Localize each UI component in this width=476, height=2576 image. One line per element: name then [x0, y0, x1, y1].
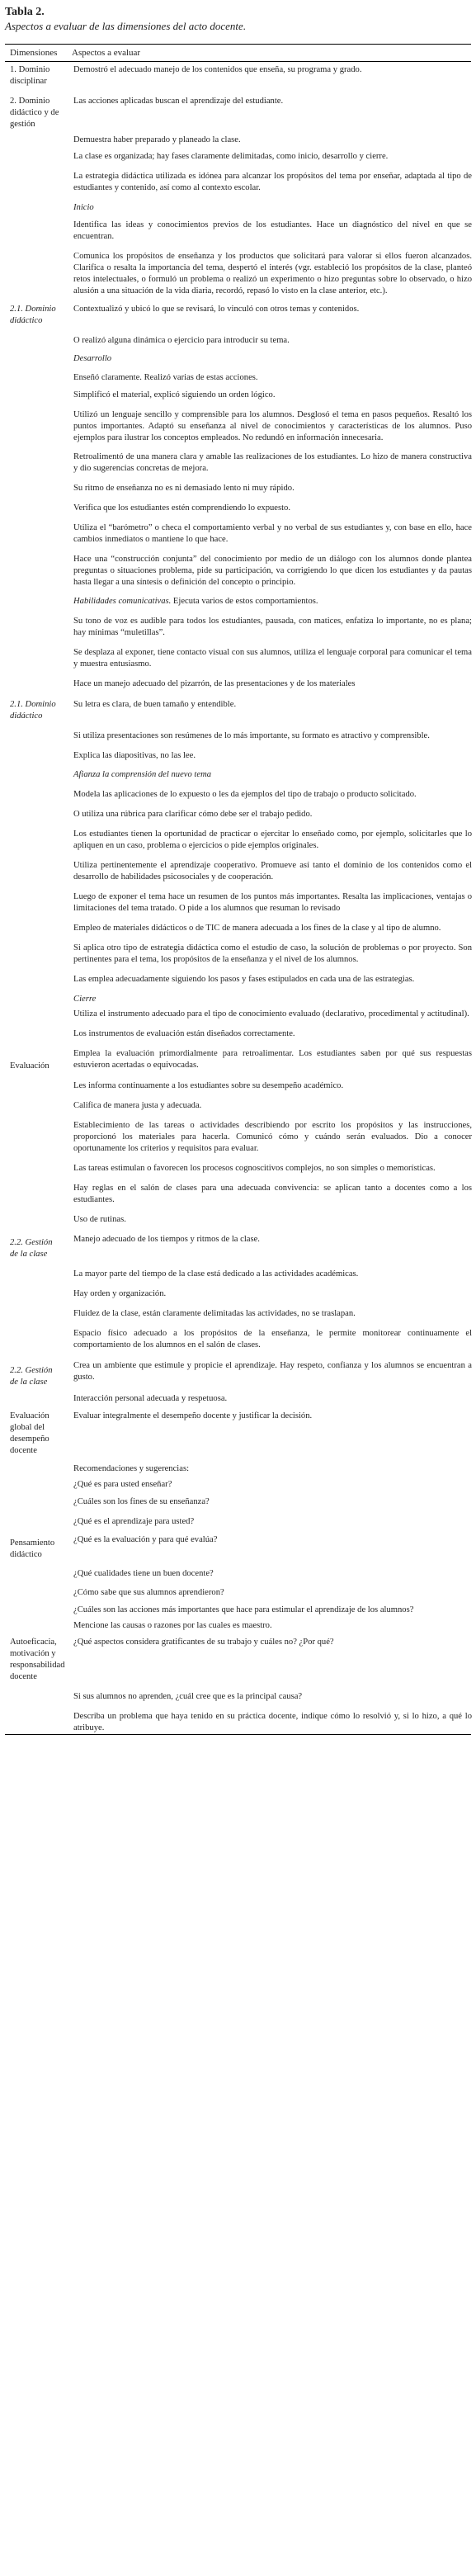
table-row [5, 643, 471, 674]
dimension-cell [5, 1328, 65, 1351]
table-row [5, 612, 471, 643]
dimension-cell [5, 1120, 65, 1155]
aspect-cell: Los estudiantes tienen la oportunidad de practicar o ejercitar lo enseñado como, por ejemplo, solicitarles que lo apliquen en un caso, problema o ejercicios o pide ejemplos originales. [73, 830, 472, 850]
table-row [5, 919, 471, 938]
dimension-cell [5, 974, 65, 985]
dimension-cell [5, 647, 65, 670]
aspect-cell: Recomendaciones y sugerencias: [73, 1464, 190, 1473]
table-row [5, 1687, 471, 1707]
header-dimensions: Dimensiones [10, 48, 58, 58]
table-row [5, 301, 471, 332]
table-row [5, 1406, 471, 1461]
table-row [5, 593, 471, 612]
dimension-cell [5, 1308, 65, 1320]
table-row [5, 1583, 471, 1603]
table-row [5, 1477, 471, 1493]
aspect-cell: Contextualizó y ubicó lo que se revisará, lo vinculó con otros temas y contenidos. [73, 305, 360, 314]
table-row [5, 499, 471, 518]
table-row [5, 1392, 471, 1406]
dimension-cell: 2.1. Dominio didáctico [10, 700, 56, 721]
aspect-cell: Interacción personal adecuada y respetuosa. [73, 1394, 228, 1403]
aspect-cell: Las acciones aplicadas buscan el aprendizaje del estudiante. [73, 97, 284, 106]
aspect-cell: La estrategia didáctica utilizada es idónea para alcanzar los propósitos del tema por enseñar, adaptada al tipo de estudiantes y contenido, así como al contexto escolar. [73, 172, 472, 192]
dimension-cell [5, 678, 65, 690]
table-row [5, 149, 471, 168]
table-row [5, 1304, 471, 1324]
dimension-cell [5, 1080, 65, 1092]
dimension-cell [5, 171, 65, 194]
dimension-cell [5, 616, 65, 639]
dimension-cell [5, 994, 65, 1005]
table-row [5, 332, 471, 350]
aspect-cell: ¿Cuáles son las acciones más importantes que hace para estimular el aprendizaje de los alumnos? [73, 1605, 414, 1614]
table-body [5, 62, 471, 1734]
table-row [5, 1007, 471, 1024]
table-row [5, 674, 471, 695]
dimension-cell: 2.2. Gestión de la clase [10, 1238, 53, 1259]
aspect-cell: Hace una “construcción conjunta” del conocimiento por medio de un diálogo con los alumnos donde plantea preguntas o situaciones problema, pide su participación, va corrigiendo lo que dicen los estudiantes y da pautas hasta llegar a una síntesis o definición del concepto o principio. [73, 555, 472, 587]
dimension-cell [5, 730, 65, 742]
dimension-cell [5, 1463, 65, 1475]
table-row [5, 405, 471, 448]
table-row [5, 784, 471, 805]
aspect-cell: La mayor parte del tiempo de la clase está dedicado a las actividades académicas. [73, 1269, 359, 1279]
dimension-cell [5, 1393, 65, 1405]
aspect-cell: Espacio físico adecuado a los propósitos de la enseñanza, le permite monitorear continuamente el comportamiento de los alumnos en el salón de clases. [73, 1329, 472, 1349]
table-row [5, 550, 471, 593]
aspect-cell: Modela las aplicaciones de lo expuesto o les da ejemplos del tipo de trabajo o producto solicitado. [73, 790, 417, 799]
table-row [5, 726, 471, 746]
aspect-cell: Fluidez de la clase, están claramente delimitadas las actividades, no se traslapan. [73, 1309, 356, 1318]
header-aspects: Aspectos a evaluar [72, 48, 141, 58]
aspect-cell: Emplea la evaluación primordialmente para retroalimentar. Los estudiantes saben por qué sus respuestas estuvieron acertadas o equivocadas. [73, 1049, 472, 1070]
dimension-cell [5, 554, 65, 588]
aspect-cell: Las tareas estimulan o favorecen los procesos cognoscitivos complejos, no son simples o memorísticas. [73, 1164, 436, 1173]
table-row [5, 62, 471, 92]
dimension-cell: 2.2. Gestión de la clase [10, 1366, 53, 1387]
dimension-cell [5, 1496, 65, 1508]
aspect-cell: Los instrumentos de evaluación están diseñados correctamente. [73, 1029, 295, 1038]
dimension-cell [5, 522, 65, 546]
dimension-cell [5, 750, 65, 762]
aspect-cell: Las emplea adecuadamente siguiendo los pasos y fases estipulados en cada una de las estrategias. [73, 975, 415, 984]
aspect-cell: Utilizó un lenguaje sencillo y comprensible para los alumnos. Desglosó el tema en pasos pequeños. Resaltó los puntos importantes. Adaptó su enseñanza al nivel de conocimientos y características de los alumnos. Puso ejemplos para ilustrar los conceptos empleados. No redundó en información innecesaria. [73, 410, 472, 442]
table-row [5, 1284, 471, 1304]
aspect-cell: Cierre [73, 995, 97, 1004]
dimension-cell [5, 1587, 65, 1599]
dimension-cell: 1. Dominio disciplinar [10, 65, 50, 86]
table-row [5, 1461, 471, 1477]
table-row [5, 746, 471, 766]
table-row [5, 518, 471, 550]
dimension-cell: Evaluación [10, 1061, 49, 1071]
table-row [5, 1707, 471, 1734]
table-row [5, 1634, 471, 1687]
aspect-cell: O realizó alguna dinámica o ejercicio para introducir su tema. [73, 336, 290, 345]
aspect-cell: Les informa continuamente a los estudiantes sobre su desempeño académico. [73, 1081, 344, 1090]
dimension-cell [5, 943, 65, 966]
aspect-cell: Hay reglas en el salón de clases para una adecuada convivencia: se aplican tanto a docentes como a los estudiantes. [73, 1184, 472, 1204]
table-row [5, 887, 471, 919]
aspect-cell: Su letra es clara, de buen tamaño y entendible. [73, 700, 237, 709]
table-row [5, 938, 471, 970]
table-row [5, 479, 471, 499]
table-row [5, 1179, 471, 1210]
aspect-cell: Explica las diapositivas, no las lee. [73, 751, 196, 760]
aspect-cell: Si sus alumnos no aprenden, ¿cuál cree que es la principal causa? [73, 1692, 303, 1701]
aspect-cell: ¿Qué aspectos considera gratificantes de su trabajo y cuáles no? ¿Por qué? [73, 1638, 334, 1647]
aspect-cell: Hay orden y organización. [73, 1289, 167, 1298]
dimension-cell [5, 135, 65, 146]
aspect-cell: Su ritmo de enseñanza no es ni demasiado lento ni muy rápido. [73, 484, 295, 493]
table-row [5, 1511, 471, 1531]
dimension-cell [5, 1269, 65, 1280]
dimension-cell [5, 829, 65, 852]
dimension-cell [5, 483, 65, 494]
aspect-cell: Mencione las causas o razones por las cuales es maestro. [73, 1621, 272, 1630]
dimension-cell: Autoeficacia, motivación y responsabilidad docente [10, 1638, 65, 1681]
dimension-cell [5, 1288, 65, 1300]
dimension-cell [5, 409, 65, 444]
aspect-cell: Demuestra haber preparado y planeado la clase. [73, 135, 241, 144]
aspect-cell: Enseñó claramente. Realizó varias de estas acciones. [73, 373, 258, 382]
aspect-cell: Uso de rutinas. [73, 1215, 126, 1224]
table-row [5, 1210, 471, 1230]
table-row [5, 92, 471, 135]
table-row [5, 1493, 471, 1511]
dimension-cell [5, 335, 65, 347]
table-row [5, 1324, 471, 1355]
aspect-cell: Luego de exponer el tema hace un resumen de los puntos más importantes. Resalta las implicaciones, ventajas o limitaciones del tema tratado. O pide a los alumnos que resuman lo revisado [73, 892, 472, 913]
table-row [5, 1076, 471, 1096]
dimension-cell [5, 202, 65, 214]
table-row [5, 1044, 471, 1076]
dimension-cell [5, 503, 65, 514]
dimension-cell [5, 769, 65, 781]
aspect-cell: ¿Qué cualidades tiene un buen docente? [73, 1569, 214, 1578]
aspect-cell: Si utiliza presentaciones son resúmenes de lo más importante, su formato es atractivo y comprensible. [73, 731, 430, 740]
table-row [5, 1355, 471, 1392]
dimension-cell [5, 789, 65, 801]
dimension-cell [5, 891, 65, 915]
dimension-cell [5, 1479, 65, 1491]
dimension-cell [5, 809, 65, 820]
aspect-cell: O utiliza una rúbrica para clarificar cómo debe ser el trabajo pedido. [73, 810, 313, 819]
table-row [5, 1264, 471, 1284]
table-row [5, 856, 471, 887]
aspect-cell: Identifica las ideas y conocimientos previos de los estudiantes. Hace un diagnóstico del nivel en que se encuentran. [73, 220, 472, 241]
table-row [5, 1618, 471, 1634]
table-row [5, 216, 471, 247]
dimension-cell [5, 451, 65, 475]
dimension-cell [5, 353, 65, 365]
dimension-cell: 2. Dominio didáctico y de gestión [10, 97, 59, 129]
aspect-cell: Hace un manejo adecuado del pizarrón, de las presentaciones y de los materiales [73, 679, 356, 688]
aspect-cell: Califica de manera justa y adecuada. [73, 1101, 202, 1110]
aspect-cell: Desarrollo [73, 354, 112, 363]
aspect-cell: Se desplaza al exponer, tiene contacto visual con sus alumnos, utiliza el lenguaje corporal para comunicar el tema y muestra entusiasmo. [73, 648, 472, 669]
dimension-cell [5, 1605, 65, 1616]
aspect-cell: ¿Qué es la evaluación y para qué evalúa? [73, 1535, 218, 1544]
aspect-cell: Retroalimentó de una manera clara y amable las realizaciones de los estudiantes. Lo hizo de manera constructiva y dio sugerencias concretas de mejora. [73, 452, 472, 473]
aspect-cell: Inicio [73, 203, 94, 212]
dimension-cell [5, 251, 65, 297]
aspect-cell: Manejo adecuado de los tiempos y ritmos de la clase. [73, 1235, 260, 1244]
aspect-cell: Utiliza el instrumento adecuado para el tipo de conocimiento evaluado (declarativo, procedimental y actitudinal). [73, 1009, 469, 1019]
table-row [5, 368, 471, 386]
table-row [5, 1564, 471, 1583]
table-row [5, 448, 471, 479]
table-row [5, 825, 471, 856]
dimension-cell [5, 372, 65, 384]
table-row [5, 970, 471, 990]
dimension-cell [5, 1183, 65, 1206]
table-row [5, 1159, 471, 1179]
aspect-cell: ¿Cómo sabe que sus alumnos aprendieron? [73, 1588, 224, 1597]
aspect-cell: ¿Qué es el aprendizaje para usted? [73, 1517, 195, 1526]
dimension-cell [5, 1516, 65, 1528]
table-row [5, 247, 471, 301]
aspect-cell: Si aplica otro tipo de estrategia didáctica como el estudio de caso, la solución de problemas o por proyecto. Son pertinentes para el tema, los propósitos de la enseñanza y el nivel de los alumnos. [73, 943, 472, 964]
dimension-cell [5, 1568, 65, 1580]
dimension-cell [5, 151, 65, 163]
dimension-cell [5, 220, 65, 243]
dimension-cell: Evaluación global del desempeño docente [10, 1411, 49, 1455]
aspect-cell: Describa un problema que haya tenido en su práctica docente, indique cómo lo resolvió y, si lo hizo, a qué lo atribuye. [73, 1712, 472, 1732]
dimension-cell [5, 1691, 65, 1703]
aspect-cell: Evaluar integralmente el desempeño docente y justificar la decisión. [73, 1411, 313, 1420]
aspect-cell: Crea un ambiente que estimule y propicie el aprendizaje. Hay respeto, confianza y los alumnos se encuentran a gusto. [73, 1361, 472, 1382]
dimension-cell [5, 1214, 65, 1226]
aspect-italic-prefix: Habilidades comunicativas. [73, 597, 172, 606]
aspect-cell: Comunica los propósitos de enseñanza y los productos que solicitará para valorar si ellos fueron alcanzados. Clarifica o resalta la importancia del tema, despertó el interés (vgr. estableció los propósitos de la clase, planteó retos intelectuales, o formuló un problema o realizó un experimento o hizo preguntas sobre lo observado, o hizo alusión a una situación de la vida diaria, recordó, repasó lo visto en la clase anterior, etc.). [73, 252, 472, 295]
table-caption: Aspectos a evaluar de las dimensiones del acto docente. [5, 20, 247, 32]
table-row [5, 198, 471, 216]
table-bottom-rule [5, 1734, 471, 1735]
aspect-cell: Verifica que los estudiantes estén comprendiendo lo expuesto. [73, 503, 291, 513]
dimension-cell: Pensamiento didáctico [10, 1539, 55, 1559]
table-row [5, 1531, 471, 1564]
aspect-cell: Simplificó el material, explicó siguiendo un orden lógico. [73, 390, 276, 399]
aspect-cell: Utiliza pertinentemente el aprendizaje cooperativo. Promueve así tanto el dominio de los contenidos como el desarrollo de habilidades psicosociales y de cooperación. [73, 861, 472, 882]
aspect-cell: Empleo de materiales didácticos o de TIC de manera adecuada a los fines de la clase y al tipo de alumno. [73, 924, 441, 933]
table-row [5, 168, 471, 198]
dimension-cell [5, 860, 65, 883]
aspect-cell: Establecimiento de las tareas o actividades describiendo por escrito los propósitos y las instrucciones, proporcionó los materiales para hacerla. Comunicó cómo y cuándo serán evaluados. Dio a conocer oportunamente los criterios y requisitos para evaluar. [73, 1121, 472, 1153]
table-row [5, 805, 471, 825]
aspect-cell: La clase es organizada; hay fases claramente delimitadas, como inicio, desarrollo y cierre. [73, 152, 389, 161]
table-row [5, 386, 471, 405]
table-row [5, 1116, 471, 1159]
dimension-cell [5, 1100, 65, 1112]
table-row [5, 695, 471, 726]
dimension-cell: 2.1. Dominio didáctico [10, 305, 56, 325]
dimension-cell [5, 1009, 65, 1020]
dimension-cell [5, 1163, 65, 1175]
table-row [5, 135, 471, 149]
dimension-cell [5, 1711, 65, 1734]
dimension-cell [5, 596, 65, 607]
aspect-cell: Demostró el adecuado manejo de los contenidos que enseña, su programa y grado. [73, 65, 362, 74]
dimension-cell [5, 1620, 65, 1632]
dimension-cell [5, 390, 65, 401]
table-row [5, 766, 471, 784]
table-row [5, 1096, 471, 1116]
table-row [5, 1603, 471, 1618]
table-row [5, 1230, 471, 1264]
dimension-cell [5, 1028, 65, 1040]
aspect-cell: ¿Qué es para usted enseñar? [73, 1480, 172, 1489]
aspect-cell: Afianza la comprensión del nuevo tema [73, 770, 212, 779]
aspect-cell: Utiliza el “barómetro” o checa el comportamiento verbal y no verbal de sus estudiantes y, con base en ello, hace cambios inmediatos o mantiene lo que hace. [73, 523, 472, 544]
table-header-row [5, 45, 471, 61]
table-row [5, 990, 471, 1007]
table-row [5, 350, 471, 368]
table-number: Tabla 2. [5, 6, 45, 18]
aspect-cell: ¿Cuáles son los fines de su enseñanza? [73, 1497, 210, 1506]
dimension-cell [5, 923, 65, 934]
aspect-cell: Su tono de voz es audible para todos los estudiantes, pausada, con matices, enfatiza lo importante, no es plana; hay mínimas “muletillas”. [73, 617, 472, 637]
aspect-cell: Habilidades comunicativas. Ejecuta varios de estos comportamientos. [73, 597, 318, 606]
table-row [5, 1024, 471, 1044]
